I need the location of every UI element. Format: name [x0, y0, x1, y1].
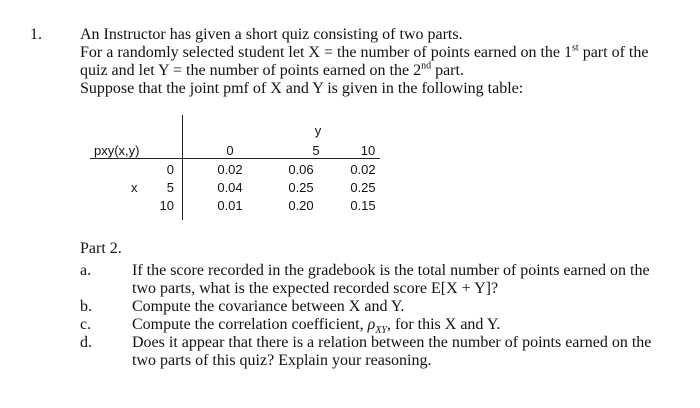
item-c-tail: , for this X and Y. [386, 316, 501, 333]
table-x-value: 10 [159, 198, 174, 213]
table-cell: 0.04 [217, 180, 243, 195]
table-cell: 0.06 [288, 162, 314, 177]
item-a-line-2: two parts, what is the expected recorded score E[X + Y]? [132, 280, 499, 297]
item-label: b. [80, 298, 92, 315]
table-cell: 0.01 [217, 198, 243, 213]
item-label: d. [80, 334, 92, 351]
table-cell: 0.20 [288, 198, 314, 213]
table-y-value: 5 [312, 143, 320, 158]
table-header-rule [90, 158, 380, 159]
table-corner-label: pxy(x,y) [94, 143, 140, 158]
question-intro-line-4: Suppose that the joint pmf of X and Y is given in the following table: [80, 80, 524, 97]
table-cell: 0.25 [350, 180, 376, 195]
rho-subscript: XY [375, 325, 387, 337]
rho-symbol: ρ [367, 316, 376, 333]
line-2-superscript: st [572, 42, 579, 54]
item-d-line-1: Does it appear that there is a relation between the number of points earned on the [132, 334, 652, 351]
table-y-value: 10 [360, 143, 376, 158]
item-label: c. [80, 316, 92, 333]
table-vertical-rule [182, 115, 183, 220]
table-cell: 0.15 [350, 198, 376, 213]
line-2-tail: part of the [578, 44, 649, 61]
table-x-value: 0 [166, 162, 174, 177]
question-intro-line-3 [80, 62, 464, 80]
table-y-axis-label: y [314, 123, 322, 138]
item-b-line-1: Compute the covariance between X and Y. [132, 298, 405, 315]
item-c-text: Compute the correlation coefficient, [132, 316, 368, 333]
table-cell: 0.02 [350, 162, 376, 177]
table-y-value: 0 [226, 143, 234, 158]
table-cell: 0.02 [217, 162, 243, 177]
question-number: 1. [30, 26, 42, 43]
line-3-superscript: nd [421, 60, 432, 72]
part-2-heading: Part 2. [80, 240, 122, 257]
question-intro-line-2 [80, 44, 648, 62]
item-d-line-2: two parts of this quiz? Explain your reasoning. [132, 352, 432, 369]
line-3-text: quiz and let Y = the number of points earned on the 2 [80, 62, 422, 79]
table-x-axis-label: x [131, 180, 138, 195]
question-intro-line-1: An Instructor has given a short quiz consisting of two parts. [80, 26, 463, 43]
table-x-value: 5 [166, 180, 174, 195]
item-label: a. [80, 262, 92, 279]
line-3-tail: part. [431, 62, 464, 79]
line-2-text: For a randomly selected student let X = the number of points earned on the 1 [80, 44, 573, 61]
table-cell: 0.25 [288, 180, 314, 195]
item-a-line-1: If the score recorded in the gradebook is the total number of points earned on the [132, 262, 650, 279]
